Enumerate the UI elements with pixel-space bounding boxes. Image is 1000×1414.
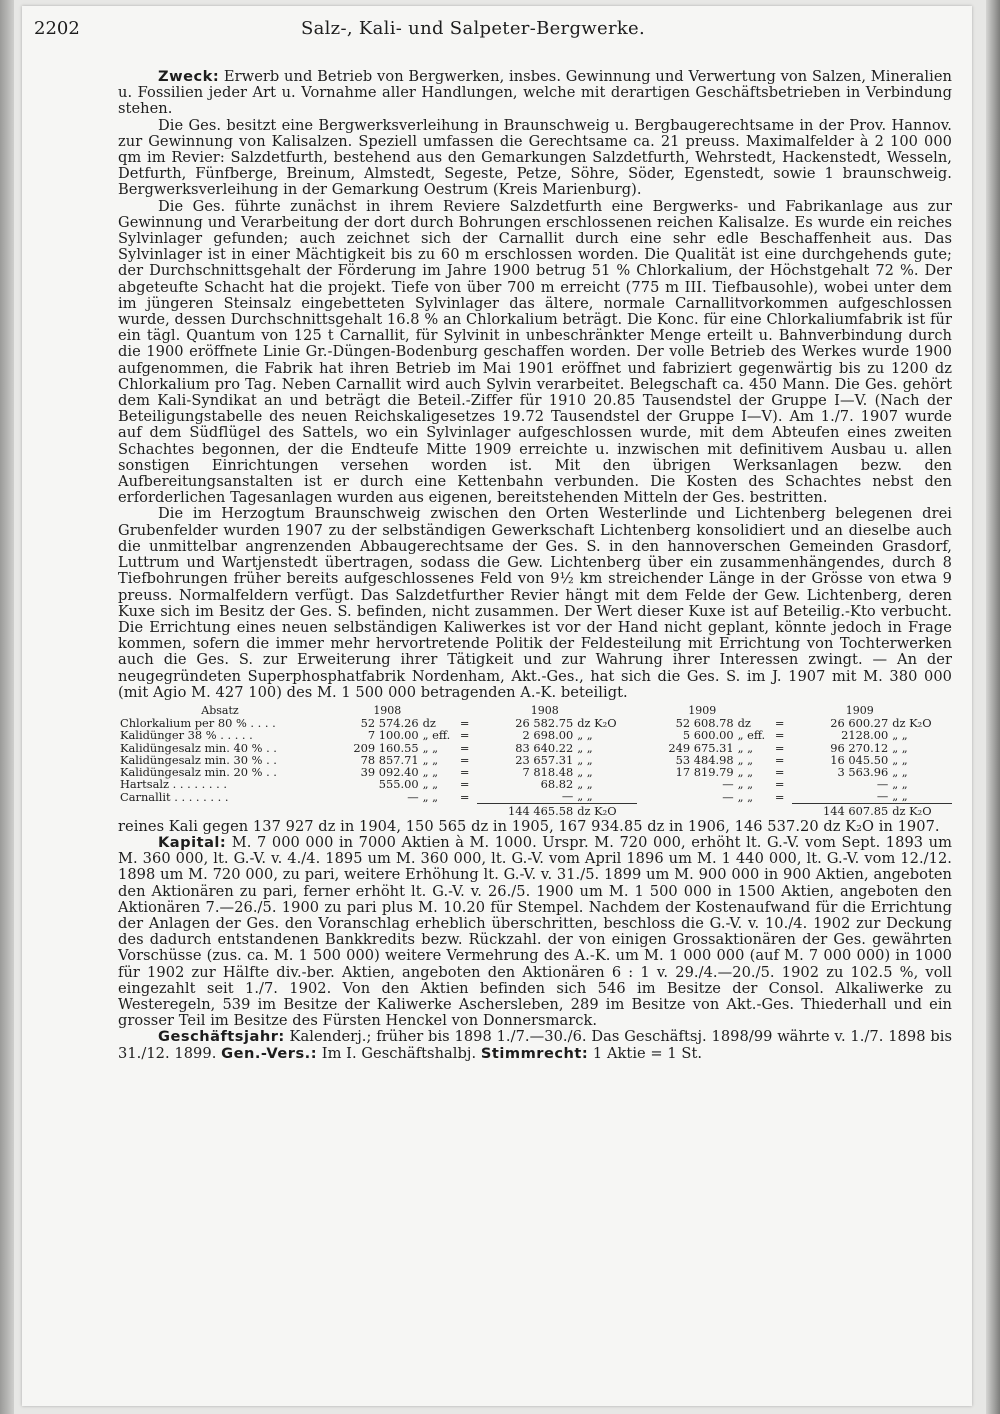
paragraph-gerechtsame: Die Ges. besitzt eine Bergwerksverleihung in Braunschweig u. Bergbaugerechtsame in der Prov. Hannov. zur Gewinnung von Kalisalzen. Speziell umfassen die Gerechtsame ca. 21 preuss. Maximalfelder à 2 100 000 qm im Revier: Salzdetfurth, bestehend aus den Gemarkungen Salzdetfurth, Wehrstedt, Hackenstedt, Wesseln, Detfurth, Fünfberge, Breinum, Almstedt, Segeste, Petze, Söhre, Söder, Egenstedt, sowie 1 braunschweig. Bergwerksverleihung in der Gemarkung Oestrum (Kreis Marienburg). bbox=[118, 116, 952, 199]
running-header bbox=[34, 14, 952, 39]
page-content bbox=[34, 14, 952, 1062]
paragraph-reines-kali: reines Kali gegen 137 927 dz in 1904, 150 565 dz in 1905, 167 934.85 dz in 1906, 146 537.20 dz K₂O in 1907. bbox=[118, 817, 940, 835]
stimmrecht-label: Stimmrecht: bbox=[480, 1044, 589, 1062]
zweck-label: Zweck: bbox=[158, 68, 220, 85]
header-1909-b: 1909 bbox=[845, 703, 874, 717]
gen-vers-text: Im I. Geschäftshalbj. bbox=[317, 1044, 481, 1062]
kapital-label: Kapital: bbox=[158, 833, 227, 851]
production-table bbox=[118, 705, 952, 817]
table-row: Chlorkalium per 80 % . . . . 52 574.26 dz = 26 582.75 dz K₂O 52 608.78 dz = 26 600.27 dz K₂O bbox=[120, 716, 932, 731]
header-1909-a: 1909 bbox=[688, 703, 717, 717]
table-total-row bbox=[118, 803, 952, 817]
page-number: 2202 bbox=[34, 18, 80, 39]
table-row: Kalidünger 38 % . . . . . 7 100.00 „ eff. = 2 698.00 „ „ 5 600.00 „ eff. = 2128.00 „ „ bbox=[120, 728, 908, 743]
scan-gutter-left bbox=[0, 0, 14, 1414]
paragraph-lichtenberg: Die im Herzogtum Braunschweig zwischen den Orten Westerlinde und Lichtenberg belegenen drei Grubenfelder wurden 1907 zu der selbständigen Gewerkschaft Lichtenberg konsolidiert und an dieselbe auch die unmittelbar angrenzenden Abbaugerechtsame der Ges. S. in den hannoverschen Gemeinden Grasdorf, Luttrum und Wartjenstedt übertragen, sodass die Gew. Lichtenberg über ein zusammenhängendes, durch 8 Tiefbohrungen früher bereits aufgeschlossenes Feld von 9½ km streichender Länge in der Grösse von etwa 9 preuss. Normalfeldern verfügt. Das Salzdetfurther Revier hängt mit dem Felde der Gew. Lichtenberg, deren Kuxe sich im Besitz der Ges. S. befinden, nicht zusammen. Der Wert dieser Kuxe ist auf Beteilig.-Kto verbucht. Die Errichtung eines neuen selbständigen Kaliwerkes ist vor der Hand nicht geplant, könnte jedoch in Frage kommen, sofern die immer mehr hervortretende Politik der Feldesteilung mit Errichtung von Tochterwerken auch die Ges. S. zur Erweiterung ihrer Tätigkeit und zur Wahrung ihrer Interessen zwingt. — An der neugegründeten Superphosphatfabrik Nordenham, Akt.-Ges., hat sich die Ges. S. im J. 1907 mit M. 380 000 (mit Agio M. 427 100) des M. 1 500 000 betragenden A.-K. beteiligt. bbox=[118, 505, 952, 701]
total-1908-unit: dz K₂O bbox=[575, 803, 637, 817]
zweck-text: Erwerb und Betrieb von Bergwerken, insbes. Gewinnung und Verwertung von Salzen, Mineralien u. Fossilien jeder Art u. Vornahme aller Handlungen, welche mit derartigen Geschäftsbetrieben in Verbindung stehen. bbox=[118, 68, 952, 118]
paragraph-geschaeftsjahr bbox=[118, 1029, 952, 1061]
table-row: Kalidüngesalz min. 40 % . . 209 160.55 „ „ = 83 640.22 „ „ 249 675.31 „ „ = 96 270.12 „ „ bbox=[120, 740, 908, 755]
total-1909-unit: dz K₂O bbox=[890, 803, 952, 817]
kapital-text: M. 7 000 000 in 7000 Aktien à M. 1000. Urspr. M. 720 000, erhöht lt. G.-V. vom Sept. 1893 um M. 360 000, lt. G.-V. v. 4./4. 1895 um M. 360 000, lt. G.-V. vom April 1896 um M. 1 440 000, lt. G.-V. vom 12./12. 1898 um M. 720 000, zu pari, weitere Erhöhung lt. G.-V. v. 31./5. 1899 um M. 900 000 in 900 Aktien, angeboten den Aktionären zu pari, ferner erhöht lt. G.-V. v. 26./5. 1900 um M. 1 500 000 in 1500 Aktien, angeboten den Aktionären 7.—26./5. 1900 zu pari plus M. 10.20 für Stempel. Nachdem der Kostenaufwand für die Errichtung der Anlagen der Ges. den Voranschlag erheblich überschritten, beschloss die G.-V. v. 10./4. 1902 zur Deckung des dadurch entstandenen Bankkredits bezw. Rückzahl. der von einigen Grossaktionären der Ges. gewährten Vorschüsse (zus. ca. M. 1 500 000) weitere Vermehrung des A.-K. um M. 1 000 000 (auf M. 7 000 000) in 1000 für 1902 zur Hälfte div.-ber. Aktien, angeboten den Aktionären 6 : 1 v. 29./4.—20./5. 1902 zu 102.5 %, voll eingezahlt seit 1./7. 1902. Von den Aktien befinden sich 546 im Besitze der Consol. Alkaliwerke zu Westeregeln, 539 im Besitze der Kaliwerke Aschersleben, 289 im Besitze von Akt.-Ges. Thiederhall und ein grosser Teil im Besitze des Fürsten Henckel von Donnersmarck. bbox=[118, 833, 952, 1030]
paragraph-kapital bbox=[118, 835, 952, 1029]
paragraph-betrieb: Die Ges. führte zunächst in ihrem Reviere Salzdetfurth eine Bergwerks- und Fabrikanlage aus zur Gewinnung und Verarbeitung der dort durch Bohrungen erschlossenen reichen Kalisalze. Es wurde ein reiches Sylvinlager gefunden; auch zeichnet sich der Carnallit durch eine sehr edle Beschaffenheit aus. Das Sylvinlager ist in einer Mächtigkeit bis zu 60 m erschlossen worden. Die Qualität ist eine durchgehends gute; der Durchschnittsgehalt der Förderung im Jahre 1900 betrug 51 % Chlorkalium, der Höchstgehalt 72 %. Der abgeteufte Schacht hat die projekt. Tiefe von über 700 m erreicht (775 m III. Tiefbausohle), wobei unter dem im jüngeren Steinsalz eingebetteten Sylvinlager das ältere, normale Carnallitvorkommen aufgeschlossen wurde, dessen Durchschnittsgehalt 16.8 % an Chlorkalium beträgt. Die Konc. für eine Chlorkaliumfabrik ist für ein tägl. Quantum von 125 t Carnallit, für Sylvinit in unbeschränkter Menge erteilt u. Bahnverbindung durch die 1900 eröffnete Linie Gr.-Düngen-Bodenburg geschaffen worden. Der volle Betrieb des Werkes wurde 1900 aufgenommen, die Fabrik hat ihren Betrieb im Mai 1901 eröffnet und fabriziert gegenwärtig bis zu 1200 dz Chlorkalium pro Tag. Neben Carnallit wird auch Sylvin verarbeitet. Belegschaft ca. 450 Mann. Die Ges. gehört dem Kali-Syndikat an und beträgt die Beteil.-Ziffer für 1910 20.85 Tausendstel der Gruppe I—V. (Nach der Beteiligungstabelle des neuen Reichskaligesetzes 19.72 Tausendstel der Gruppe I—V). Am 1./7. 1907 wurde auf dem Südflügel des Sattels, wo ein Sylvinlager aufgeschlossen wurde, mit dem Abteufen eines zweiten Schachtes begonnen, der die Endteufe Mitte 1909 erreichte u. inzwischen mit definitivem Ausbau u. allen sonstigen Einrichtungen versehen worden ist. Mit den übrigen Werksanlagen bezw. den Aufbereitungsanstalten ist er durch eine Kettenbahn verbunden. Die Kosten des Schachtes nebst den erforderlichen Tagesanlagen wurden aus eigenen, bereitstehenden Mitteln der Ges. bestritten. bbox=[118, 197, 952, 507]
header-absatz: Absatz bbox=[201, 703, 239, 717]
total-1908: 144 465.58 bbox=[477, 803, 576, 817]
table-row: Carnallit . . . . . . . . — „ „ = — „ „ — „ „ = — „ „ bbox=[120, 789, 908, 804]
geschaeftsjahr-text: Kalenderj.; früher bis 1898 1./7.—30./6. Das Geschäftsj. 1898/99 währte v. 1./7. 1898 bis 31./12. 1899. bbox=[118, 1028, 952, 1062]
document-page bbox=[22, 6, 972, 1406]
table-row: Hartsalz . . . . . . . . 555.00 „ „ = 68.82 „ „ — „ „ = — „ „ bbox=[120, 777, 908, 792]
running-title: Salz-, Kali- und Salpeter-Bergwerke. bbox=[300, 18, 646, 39]
total-1909: 144 607.85 bbox=[792, 803, 891, 817]
geschaeftsjahr-label: Geschäftsjahr: bbox=[158, 1028, 285, 1046]
gen-vers-label: Gen.-Vers.: bbox=[221, 1044, 318, 1062]
paragraph-zweck bbox=[118, 69, 952, 118]
header-1908-b: 1908 bbox=[530, 703, 559, 717]
scan-gutter-right bbox=[986, 0, 1000, 1414]
stimmrecht-text: 1 Aktie = 1 St. bbox=[588, 1044, 703, 1062]
header-1908-a: 1908 bbox=[373, 703, 402, 717]
table-row: Kalidüngesalz min. 20 % . . 39 092.40 „ „ = 7 818.48 „ „ 17 819.79 „ „ = 3 563.96 „ „ bbox=[120, 764, 908, 779]
table-row: Kalidüngesalz min. 30 % . . 78 857.71 „ „ = 23 657.31 „ „ 53 484.98 „ „ = 16 045.50 „ „ bbox=[120, 752, 908, 767]
